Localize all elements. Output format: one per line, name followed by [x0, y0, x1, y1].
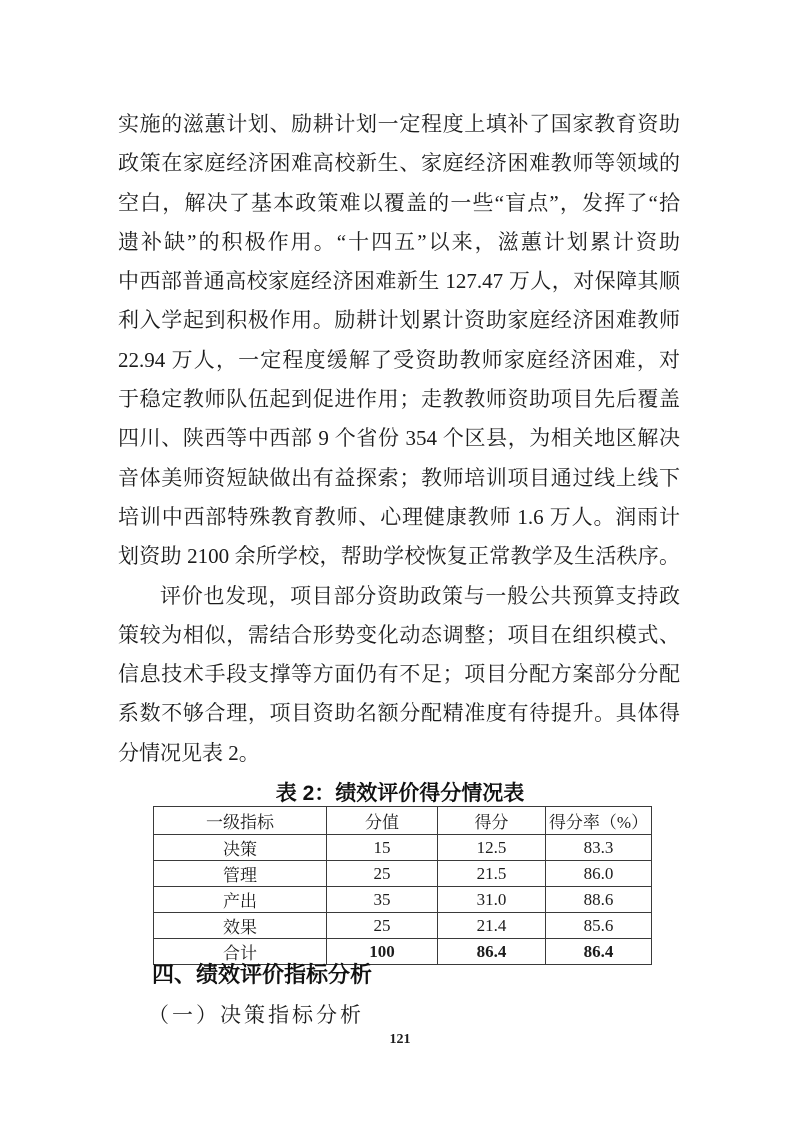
paragraph-line: 遗补缺”的积极作用。“十四五”以来，滋蕙计划累计资助 [118, 229, 680, 254]
table-title: 表 2：绩效评价得分情况表 [275, 782, 525, 805]
table-cell: 效果 [154, 913, 327, 939]
score-table [153, 806, 652, 965]
paragraph-line: 实施的滋蕙计划、励耕计划一定程度上填补了国家教育资助 [118, 112, 680, 136]
paragraph-line: 划资助 2100 余所学校，帮助学校恢复正常教学及生活秩序。 [118, 544, 680, 569]
paragraph-line: 于稳定教师队伍起到促进作用；走教教师资助项目先后覆盖 [118, 387, 680, 412]
table-cell: 86.4 [546, 939, 652, 965]
table-cell: 35 [327, 887, 438, 913]
paragraph-line: 22.94 万人，一定程度缓解了受资助教师家庭经济困难，对 [118, 347, 680, 372]
table-cell: 合计 [154, 939, 327, 965]
table-header-row [154, 807, 652, 835]
table-cell: 12.5 [438, 835, 546, 861]
table-header-cell: 分值 [327, 807, 438, 835]
paragraph-line: 政策在家庭经济困难高校新生、家庭经济困难教师等领域的 [118, 151, 680, 176]
table-cell: 85.6 [546, 913, 652, 939]
table-row [154, 887, 652, 913]
table-cell: 83.3 [546, 835, 652, 861]
paragraph-line: 系数不够合理，项目资助名额分配精准度有待提升。具体得 [118, 701, 680, 726]
body-text [118, 105, 680, 773]
table-cell: 100 [327, 939, 438, 965]
page-number: 121 [389, 1032, 411, 1047]
table-row [154, 835, 652, 861]
paragraph-line: 四川、陕西等中西部 9 个省份 354 个区县，为相关地区解决 [118, 426, 680, 451]
table-header-cell: 得分率（%） [546, 807, 652, 835]
table-cell: 产出 [154, 887, 327, 913]
table-cell: 86.4 [438, 939, 546, 965]
table-cell: 88.6 [546, 887, 652, 913]
table-row [154, 861, 652, 887]
table-cell: 决策 [154, 835, 327, 861]
table-cell: 31.0 [438, 887, 546, 913]
table-header-cell: 一级指标 [154, 807, 327, 835]
table-cell: 21.4 [438, 913, 546, 939]
paragraph-line: 信息技术手段支撑等方面仍有不足；项目分配方案部分分配 [118, 662, 680, 687]
section-heading: 四、绩效评价指标分析 [152, 962, 373, 987]
paragraph-line: 分情况见表 2。 [118, 740, 260, 765]
paragraph-line: 利入学起到积极作用。励耕计划累计资助家庭经济困难教师 [118, 308, 680, 333]
table-cell: 管理 [154, 861, 327, 887]
paragraph-line: 策较为相似，需结合形势变化动态调整；项目在组织模式、 [118, 622, 680, 647]
table-cell: 25 [327, 913, 438, 939]
paragraph-line: 空白，解决了基本政策难以覆盖的一些“盲点”，发挥了“拾 [118, 190, 680, 215]
paragraph-line: 中西部普通高校家庭经济困难新生 127.47 万人，对保障其顺 [118, 269, 680, 294]
table-cell: 86.0 [546, 861, 652, 887]
table-cell: 15 [327, 835, 438, 861]
paragraph-line: 音体美师资短缺做出有益探索；教师培训项目通过线上线下 [118, 465, 680, 490]
paragraph-line: 培训中西部特殊教育教师、心理健康教师 1.6 万人。润雨计 [118, 504, 680, 529]
table-header-cell: 得分 [438, 807, 546, 835]
table-cell: 25 [327, 861, 438, 887]
subsection-heading: （一）决策指标分析 [148, 1003, 364, 1027]
table-row [154, 913, 652, 939]
paragraph-line: 评价也发现，项目部分资助政策与一般公共预算支持政 [160, 583, 680, 608]
table-cell: 21.5 [438, 861, 546, 887]
